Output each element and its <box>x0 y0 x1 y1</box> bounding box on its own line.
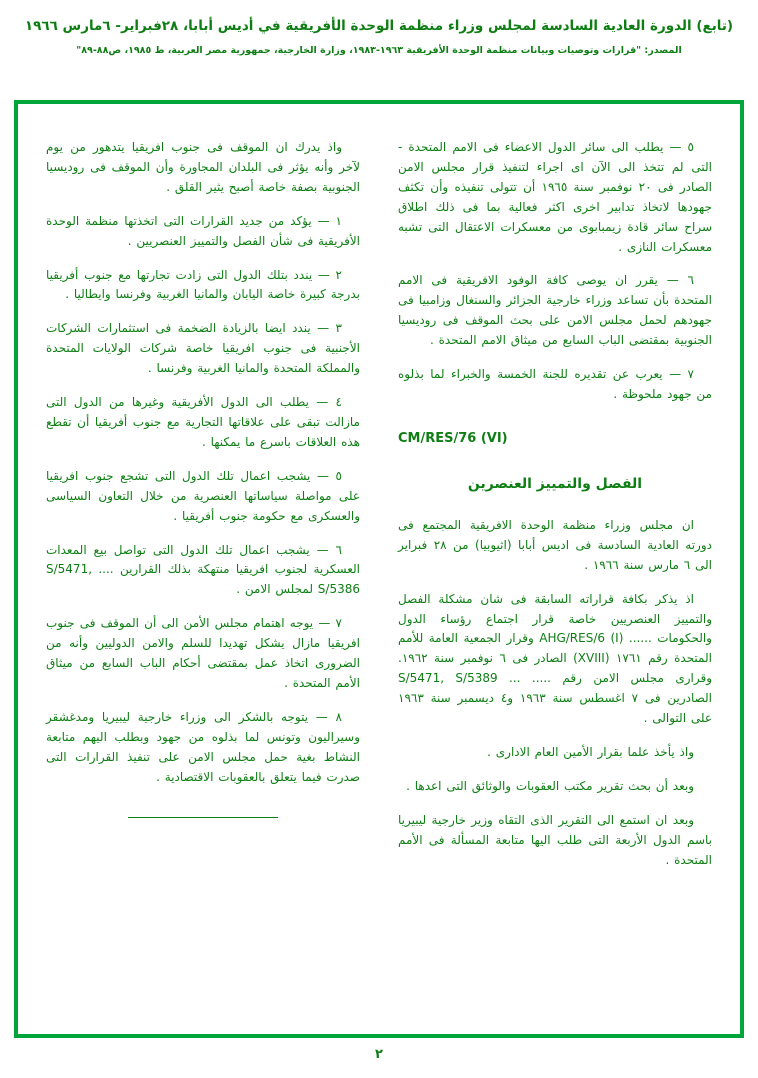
page-number: ٢ <box>375 1047 383 1062</box>
paragraph: واذ يدرك ان الموقف فى جنوب افريقيا يتدهور من يوم لآخر وأنه يؤثر فى البلدان المجاورة وأن الموقف فى روديسيا الجنوبية بصفة خاصة أصبح يثير القلق . <box>46 140 360 194</box>
paragraph: اذ يذكر بكافة قراراته السابقة فى شان مشكلة الفصل والتمييز العنصريين خاصة قرار اجتماع رؤساء الدول والحكومات ...... AHG/RES/6 (I) وقرار الجمعية العامة للأمم المتحدة رقم ١٧٦١ (XVIII) الصادر فى ٦ نوفمبر سنة ١٩٦٢. وقرارى مجلس الامن رقم ..... ... S/5471, S/5389 الصادرين فى ٧ اغسطس سنة ١٩٦٣ و٤ ديسمبر سنة ١٩٦٣ على التوالى . <box>398 591 713 726</box>
paragraph: ٢ — يندد بتلك الدول التى زادت تجارتها مع جنوب أفريقيا بدرجة كبيرة خاصة اليابان والمانيا الغربية وفرنسا وايطاليا . <box>46 267 360 302</box>
paragraph: ٤ — يطلب الى الدول الأفريقية وغيرها من الدول التى مازالت تبقى على علاقاتها التجارية مع جنوب أفريقيا أن تقطع هذه العلاقات باسرع ما يمكنها . <box>46 395 360 449</box>
paragraph: وبعد ان استمع الى التقرير الذى التقاه وزير خارجية ليبيريا باسم الدول الأربعة التى طلب اليها متابعة المسألة فى الأمم المتحدة . <box>398 812 712 867</box>
paragraph: وبعد أن بحث تقرير مكتب العقوبات والوثائق التى اعدها . <box>406 778 694 793</box>
right-column-bottom-paragraphs <box>398 516 712 871</box>
section-title: الفصل والتمييز العنصرين <box>467 475 643 492</box>
right-column <box>398 138 712 1014</box>
paragraph: ١ — يؤكد من جديد القرارات التى اتخذتها منظمة الوحدة الأفريقية فى شأن الفصل والتمييز العنصريين . <box>46 213 360 248</box>
resolution-code: CM/RES/76 (VI) <box>398 430 508 446</box>
paragraph: واذ يأخذ علما بقرار الأمين العام الادارى . <box>487 744 694 759</box>
end-divider <box>128 817 278 818</box>
left-column-paragraphs <box>46 138 360 787</box>
header-title: (تابع) الدورة العادية السادسة لمجلس وزراء منظمة الوحدة الأفريقية في أديس أبابا، ٢٨فبراير- ٦مارس ١٩٦٦ <box>24 18 734 34</box>
paragraph: ٥ — يشجب اعمال تلك الدول التى تشجع جنوب افريقيا على مواصلة سياساتها العنصرية من خلال التعاون السياسى والعسكرى مع حكومة جنوب أفريقيا . <box>46 468 360 523</box>
left-column <box>46 138 360 1014</box>
paragraph: ٣ — يندد ايضا بالزيادة الضخمة فى استثمارات الشركات الأجنبية فى جنوب افريقيا خاصة شركات الولايات المتحدة والمملكة المتحدة والمانيا الغربية وفرنسا . <box>46 321 360 376</box>
right-column-top-paragraphs <box>398 138 712 405</box>
document-header <box>0 0 758 56</box>
two-column-layout <box>46 138 712 1014</box>
paragraph: ان مجلس وزراء منظمة الوحدة الافريقية المجتمع فى دورته العادية السادسة فى اديس أبابا (اثيوبيا) من ٢٨ فبراير الى ٦ مارس سنة ١٩٦٦ . <box>398 517 712 572</box>
paragraph: ٦ — يقرر ان يوصى كافة الوفود الافريقية فى الامم المتحدة بأن تساعد وزراء خارجية الجزائر والسنغال وزامبيا فى جهودهم لحمل مجلس الامن على بحث الموقف فى روديسيا الجنوبية بمقتضى الباب السابع من ميثاق الامم المتحدة . <box>398 273 712 348</box>
paragraph: ٧ — يوجه اهتمام مجلس الأمن الى أن الموقف فى جنوب افريقيا مازال يشكل تهديدا للسلم والامن الدوليين وأنه من الضرورى اتخاذ عمل بمقتضى أحكام الباب السابع من ميثاق الأمم المتحدة . <box>46 616 360 690</box>
document-green-frame <box>14 100 744 1038</box>
header-source-line: المصدر: "قرارات وتوصيات وبيانات منظمة الوحدة الأفريقية ١٩٦٣-١٩٨٣، وزارة الخارجية، جمهورية مصر العربية، ط ١٩٨٥، ص٨٨-٨٩" <box>76 45 682 56</box>
paragraph: ٧ — يعرب عن تقديره للجنة الخمسة والخبراء لما بذلوه من جهود ملحوظة . <box>398 367 712 401</box>
paragraph: ٨ — يتوجه بالشكر الى وزراء خارجية ليبيريا ومدغشقر وسيراليون وتونس لما بذلوه من جهود وبطلب اليهم متابعة النشاط بغية حمل مجلس الامن على تنفيذ القرارات التى صدرت فيما يتعلق بالعقوبات الاقتصادية . <box>46 709 360 784</box>
paragraph: ٥ — يطلب الى سائر الدول الاعضاء فى الامم المتحدة - التى لم تتخذ الى الآن اى اجراء لتنفيذ قرار مجلس الامن الصادر فى ٢٠ نوفمبر سنة ١٩٦٥ أن تتولى تنفيذه وأن تكثف جهودها لاتخاذ تدابير اخرى اكثر فعالية بما فى ذلك اطلاق سراح سائر قادة زيمبابوى من معسكرات الاعتقال التى تشبه معسكرات النازى . <box>398 140 713 254</box>
paragraph: ٦ — يشجب اعمال تلك الدول التى تواصل بيع المعدات العسكرية لجنوب افريقيا منتهكة بذلك القرارين .... S/5471, S/5386 لمجلس الامن . <box>46 542 360 597</box>
